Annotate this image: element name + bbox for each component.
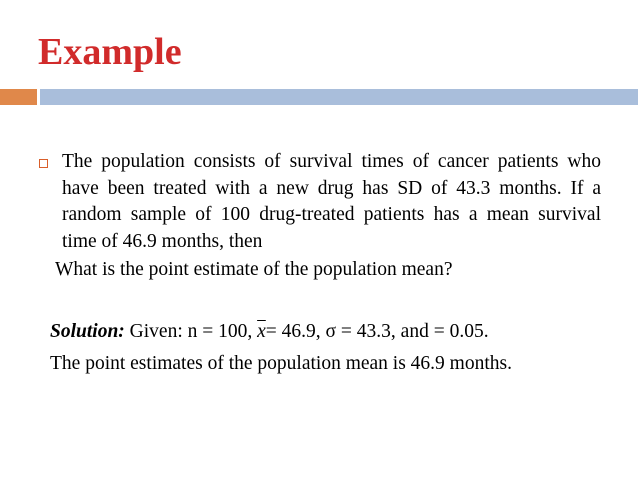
slide-title: Example bbox=[38, 31, 182, 73]
title-accent-bar bbox=[0, 89, 37, 105]
given-prefix: Given: n = 100, bbox=[124, 321, 258, 342]
answer-text: The point estimates of the population mean is 46.9 months. bbox=[50, 353, 512, 374]
solution-line bbox=[50, 319, 489, 345]
square-bullet-icon bbox=[39, 159, 48, 168]
solution-label: Solution: bbox=[50, 321, 125, 342]
given-rest: = 46.9, σ = 43.3, and = 0.05. bbox=[265, 321, 489, 342]
xbar-symbol: $\overline{x}$ bbox=[257, 321, 266, 342]
title-rule-bar bbox=[40, 89, 638, 105]
question-text: What is the point estimate of the population mean? bbox=[55, 259, 453, 280]
problem-paragraph: The population consists of survival times of cancer patients who have been treated with a new drug has SD of 43.3 months. If a random sample of 100 drug-treated patients has a mean survival time of 46.9 months, then bbox=[62, 151, 601, 252]
